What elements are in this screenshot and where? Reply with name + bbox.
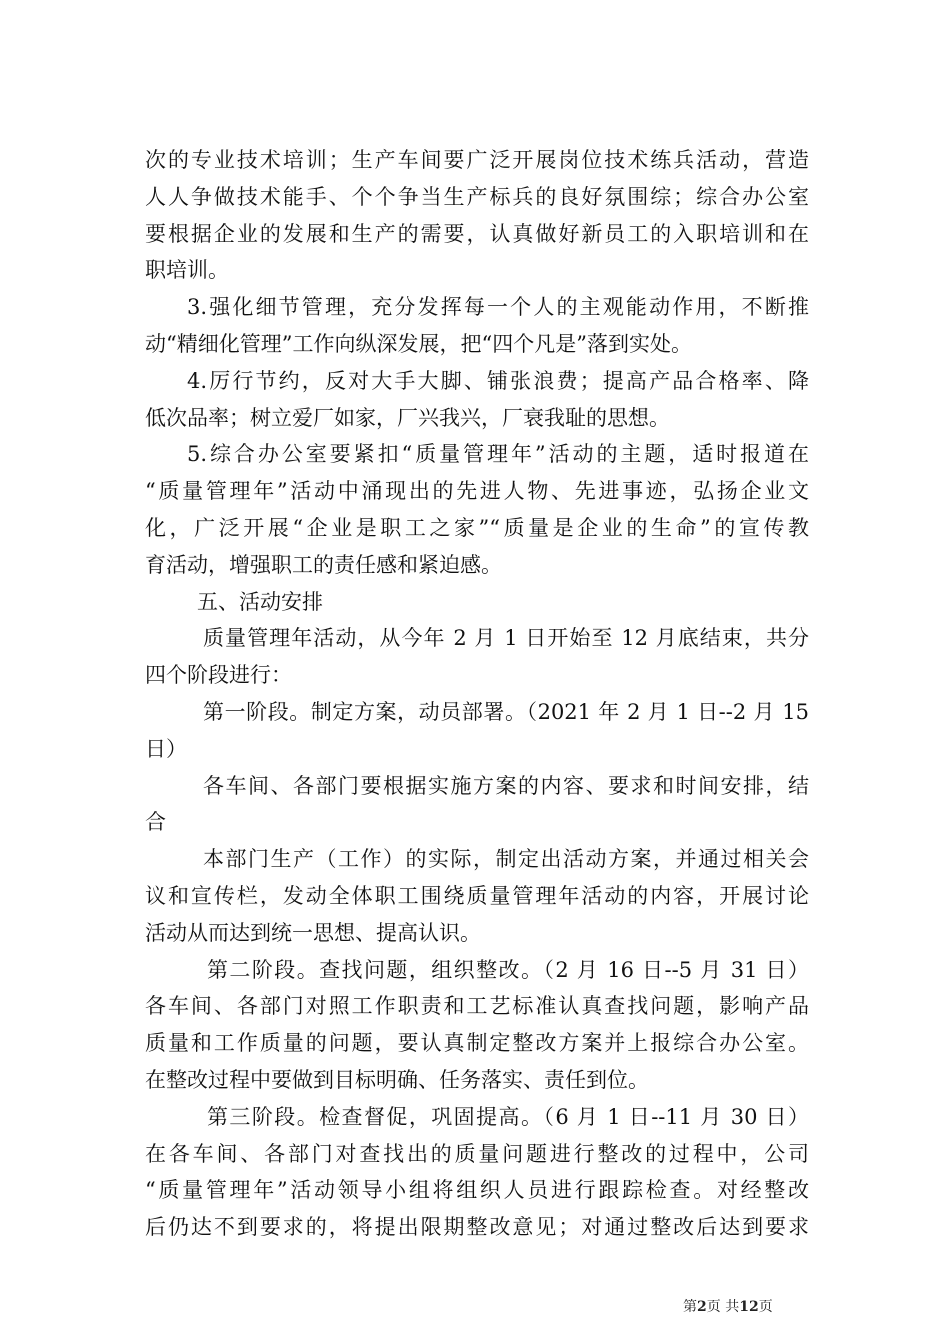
text-line: “质量管理年”活动中涌现出的先进人物、先进事迹，弘扬企业文	[145, 479, 809, 504]
text-line: 化，广泛开展“企业是职工之家”“质量是企业的生命”的宣传教	[145, 515, 809, 540]
text-line: 各车间、各部门对照工作职责和工艺标准认真查找问题，影响产品	[145, 994, 809, 1019]
text-line: 活动从而达到统一思想、提高认识。	[145, 920, 481, 945]
text-line: 质量和工作质量的问题，要认真制定整改方案并上报综合办公室。	[145, 1031, 809, 1056]
text-line: 议和宣传栏，发动全体职工围绕质量管理年活动的内容，开展讨论	[145, 883, 809, 908]
text-line: 在整改过程中要做到目标明确、任务落实、责任到位。	[145, 1067, 649, 1092]
text-line: 合	[145, 810, 166, 835]
text-line: 日）	[145, 736, 187, 761]
text-line: 次的专业技术培训；生产车间要广泛开展岗位技术练兵活动，营造	[145, 148, 809, 172]
text-line: 第一阶段。制定方案，动员部署。（2021 年 2 月 1 日--2 月 15	[203, 699, 809, 724]
footer-prefix: 第	[683, 1299, 697, 1315]
text-line: 职培训。	[145, 258, 229, 283]
current-page-number: 2	[697, 1299, 707, 1315]
text-line: 4.厉行节约，反对大手大脚、铺张浪费；提高产品合格率、降	[187, 368, 809, 393]
text-line: 在各车间、各部门对查找出的质量问题进行整改的过程中，公司	[145, 1141, 809, 1166]
section-heading: 五、活动安排	[197, 589, 323, 614]
text-line: 各车间、各部门要根据实施方案的内容、要求和时间安排，结	[203, 773, 809, 798]
text-line: 第二阶段。查找问题，组织整改。（2 月 16 日--5 月 31 日）	[207, 957, 809, 982]
text-line: 育活动，增强职工的责任感和紧迫感。	[145, 552, 502, 577]
text-line: “质量管理年”活动领导小组将组织人员进行跟踪检查。对经整改	[145, 1178, 809, 1203]
text-line: 人人争做技术能手、个个争当生产标兵的良好氛围综；综合办公室	[145, 184, 809, 209]
page-number-footer	[683, 1298, 773, 1316]
total-pages-number: 12	[739, 1299, 759, 1315]
text-line: 质量管理年活动，从今年 2 月 1 日开始至 12 月底结束，共分	[203, 626, 809, 651]
text-line: 3.强化细节管理，充分发挥每一个人的主观能动作用，不断推	[187, 295, 809, 320]
text-line: 本部门生产（工作）的实际，制定出活动方案，并通过相关会	[203, 847, 809, 872]
text-line: 四个阶段进行：	[145, 663, 292, 688]
text-line: 要根据企业的发展和生产的需要，认真做好新员工的入职培训和在	[145, 221, 809, 246]
text-line: 低次品率；树立爱厂如家，厂兴我兴，厂衰我耻的思想。	[145, 405, 670, 430]
text-line: 第三阶段。检查督促，巩固提高。（6 月 1 日--11 月 30 日）	[207, 1104, 809, 1129]
text-line: 后仍达不到要求的，将提出限期整改意见；对通过整改后达到要求	[145, 1215, 809, 1240]
text-line: 动“精细化管理”工作向纵深发展，把“四个凡是”落到实处。	[145, 331, 692, 356]
footer-middle: 页 共	[706, 1299, 740, 1315]
footer-suffix: 页	[758, 1299, 773, 1315]
document-body	[145, 142, 809, 1246]
text-line: 5.综合办公室要紧扣“质量管理年”活动的主题，适时报道在	[187, 442, 809, 467]
